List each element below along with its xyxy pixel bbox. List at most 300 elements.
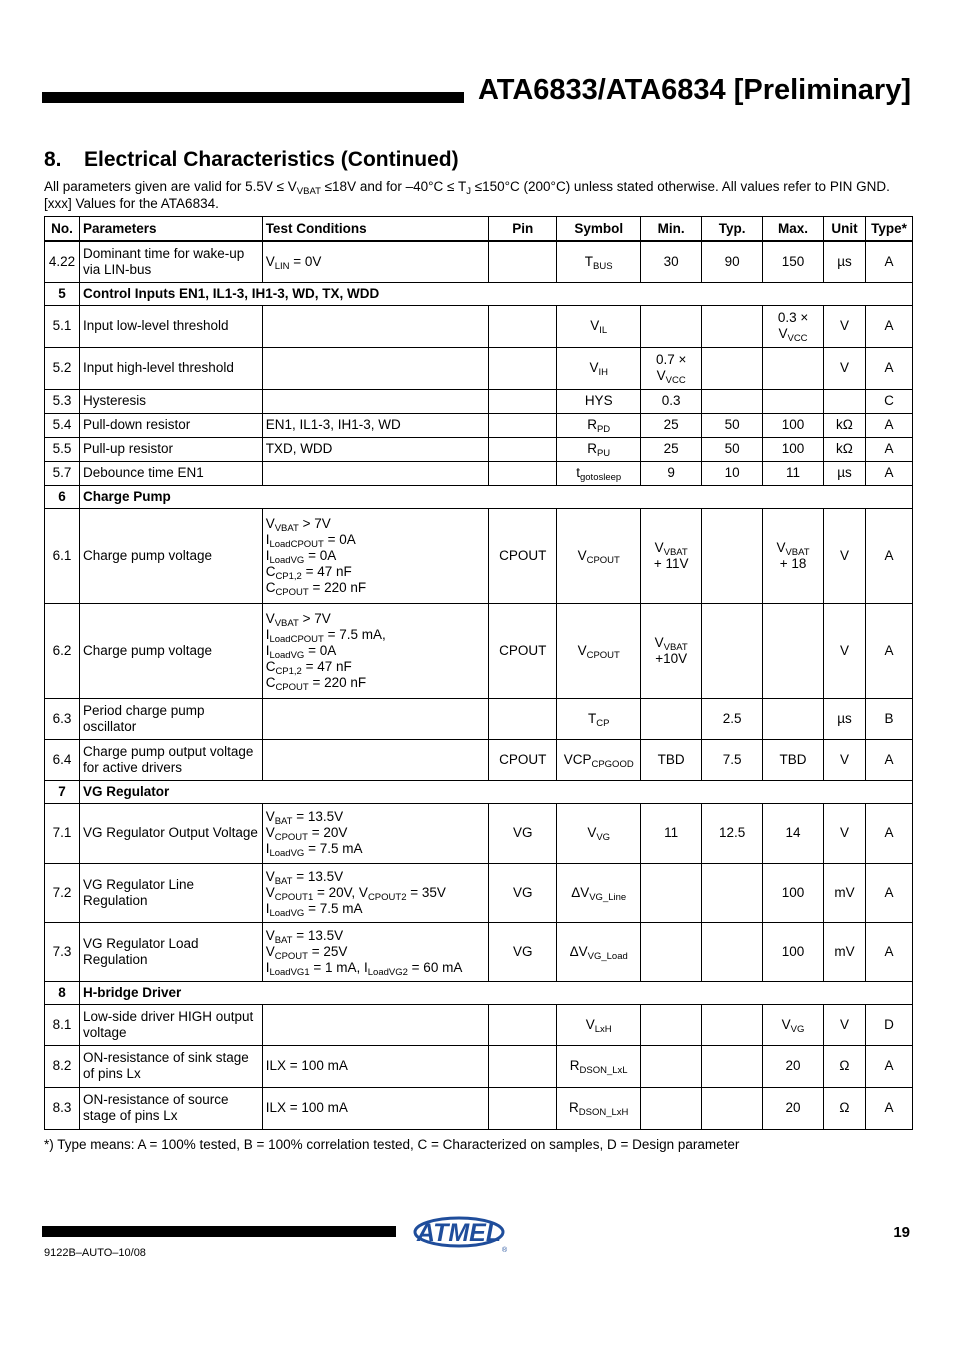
cell-no: 7.2 bbox=[45, 863, 80, 922]
cell-no: 5.5 bbox=[45, 437, 80, 461]
cell-max bbox=[763, 803, 824, 863]
text-part: V bbox=[265, 809, 275, 824]
table-row bbox=[45, 603, 913, 698]
subscript: VCC bbox=[665, 375, 686, 386]
cell-pin: CPOUT bbox=[489, 508, 557, 603]
table-row bbox=[45, 347, 913, 389]
text-part: = 0V bbox=[289, 253, 322, 269]
cell-symbol bbox=[557, 603, 641, 698]
table-row bbox=[45, 803, 913, 863]
cell-max bbox=[763, 698, 824, 739]
text-part: R bbox=[569, 1058, 580, 1073]
col-header-no: No. bbox=[45, 217, 80, 242]
cell-max bbox=[763, 922, 824, 981]
text-part: V bbox=[265, 943, 275, 959]
cell-test-conditions bbox=[262, 413, 489, 437]
cell-parameter: Dominant time for wake-up via LIN-bus bbox=[79, 241, 262, 282]
cell-pin bbox=[489, 389, 557, 413]
text-part: V bbox=[577, 547, 587, 563]
cell-max bbox=[763, 413, 824, 437]
intro-text: ≤18V and for –40°C ≤ T bbox=[320, 179, 467, 194]
cell-type: A bbox=[865, 413, 912, 437]
col-header-type: Type* bbox=[865, 217, 912, 242]
subscript: CPOUT bbox=[586, 649, 620, 661]
intro-text: All parameters given are valid for 5.5V ≤ V bbox=[44, 179, 297, 194]
cell-type: A bbox=[865, 863, 912, 922]
text-part: V bbox=[265, 868, 275, 884]
text-part: V bbox=[656, 368, 666, 383]
cell-typ: 12.5 bbox=[702, 803, 763, 863]
subscript: LoadCPOUT bbox=[269, 538, 324, 550]
cell-parameter: Charge pump voltage bbox=[79, 508, 262, 603]
table-body bbox=[45, 241, 913, 1129]
cell-type: D bbox=[865, 1004, 912, 1045]
subscript: VG bbox=[790, 1023, 805, 1035]
cell-type: A bbox=[865, 508, 912, 603]
subscript: IH bbox=[598, 367, 608, 378]
cell-min bbox=[641, 413, 702, 437]
cell-type: A bbox=[865, 347, 912, 389]
cell-pin bbox=[489, 1087, 557, 1129]
cell-test-conditions bbox=[262, 863, 489, 922]
cell-min bbox=[641, 347, 702, 389]
cell-symbol bbox=[557, 1087, 641, 1129]
text-part: R bbox=[569, 1100, 579, 1115]
section-title: Electrical Characteristics (Continued) bbox=[84, 148, 459, 171]
cell-pin bbox=[489, 1004, 557, 1045]
col-header-parameters: Parameters bbox=[79, 217, 262, 242]
cell-min bbox=[641, 437, 702, 461]
cell-parameter: ON-resistance of source stage of pins Lx bbox=[79, 1087, 262, 1129]
cell-min bbox=[641, 803, 702, 863]
text-part: > 7V bbox=[298, 610, 331, 626]
cell-parameter: VG Regulator Output Voltage bbox=[79, 803, 262, 863]
cell-no: 5.4 bbox=[45, 413, 80, 437]
text-part: V bbox=[654, 539, 664, 555]
cell-symbol bbox=[557, 922, 641, 981]
cell-unit: kΩ bbox=[823, 437, 865, 461]
cell-symbol bbox=[557, 437, 641, 461]
cell-unit: V bbox=[823, 803, 865, 863]
subscript: VG bbox=[596, 832, 611, 843]
text-part: 9 bbox=[667, 465, 675, 480]
table-row bbox=[45, 1004, 913, 1045]
cell-typ bbox=[702, 603, 763, 698]
cell-max bbox=[763, 1004, 824, 1045]
cell-max bbox=[763, 389, 824, 413]
cell-test-conditions bbox=[262, 739, 489, 780]
text-part: 100 bbox=[781, 441, 805, 456]
subscript: BAT bbox=[274, 816, 293, 827]
cell-unit: Ω bbox=[823, 1087, 865, 1129]
table-row bbox=[45, 437, 913, 461]
cell-pin: CPOUT bbox=[489, 739, 557, 780]
cell-parameter: ON-resistance of sink stage of pins Lx bbox=[79, 1045, 262, 1087]
cell-typ: 10 bbox=[702, 461, 763, 485]
subscript: CPOUT2 bbox=[367, 891, 407, 903]
cell-pin: VG bbox=[489, 922, 557, 981]
text-part: + 18 bbox=[779, 555, 807, 571]
cell-unit bbox=[823, 389, 865, 413]
cell-type: A bbox=[865, 739, 912, 780]
cell-test-conditions bbox=[262, 241, 489, 282]
cell-max bbox=[763, 1087, 824, 1129]
text-part: I bbox=[265, 959, 270, 975]
cell-symbol bbox=[557, 803, 641, 863]
cell-type: A bbox=[865, 461, 912, 485]
table-row bbox=[45, 413, 913, 437]
subscript: CP bbox=[596, 717, 610, 729]
cell-min bbox=[641, 1087, 702, 1129]
header-rule bbox=[42, 92, 464, 103]
cell-min bbox=[641, 241, 702, 282]
text-part: +10V bbox=[655, 650, 688, 666]
text-part: = 7.5 mA bbox=[304, 900, 363, 916]
cell-max bbox=[763, 739, 824, 780]
cell-type: A bbox=[865, 803, 912, 863]
text-part: R bbox=[587, 417, 597, 432]
section-row bbox=[45, 780, 913, 803]
subscript: VG_Line bbox=[589, 891, 627, 903]
text-part: V bbox=[781, 1016, 791, 1032]
table-row bbox=[45, 241, 913, 282]
cell-pin: CPOUT bbox=[489, 603, 557, 698]
cell-typ bbox=[702, 1087, 763, 1129]
cell-typ bbox=[702, 922, 763, 981]
text-part: t bbox=[576, 465, 580, 480]
text-part: V bbox=[577, 642, 587, 658]
cell-no: 6.2 bbox=[45, 603, 80, 698]
cell-symbol bbox=[557, 305, 641, 347]
cell-max bbox=[763, 1045, 824, 1087]
text-part: V bbox=[587, 825, 597, 840]
subscript: CPOUT bbox=[274, 950, 308, 962]
text-part: V bbox=[654, 634, 664, 650]
cell-parameter: Pull-up resistor bbox=[79, 437, 262, 461]
cell-pin: VG bbox=[489, 803, 557, 863]
text-part: = 13.5V bbox=[292, 927, 344, 943]
text-part: 100 bbox=[781, 417, 805, 432]
cell-test-conditions bbox=[262, 389, 489, 413]
text-part: V bbox=[778, 326, 788, 341]
cell-pin bbox=[489, 241, 557, 282]
cell-min bbox=[641, 1045, 702, 1087]
intro-paragraph bbox=[44, 178, 914, 212]
text-part: V bbox=[265, 515, 275, 531]
cell-symbol bbox=[557, 698, 641, 739]
cell-parameter: Input low-level threshold bbox=[79, 305, 262, 347]
intro-text: ≤150°C (200°C) unless stated otherwise. All values refer to PIN GND. [xxx] Values for the ATA6834. bbox=[44, 179, 890, 211]
text-part: C bbox=[265, 658, 276, 674]
section-number-cell: 8 bbox=[45, 981, 80, 1004]
cell-symbol bbox=[557, 863, 641, 922]
subscript: PU bbox=[596, 448, 611, 459]
text-part: = 7.5 mA, bbox=[323, 626, 386, 642]
subscript: CPOUT bbox=[586, 554, 620, 566]
subscript: VCC bbox=[787, 333, 808, 344]
cell-type: C bbox=[865, 389, 912, 413]
text-part: I bbox=[265, 531, 270, 547]
section-title-cell: Control Inputs EN1, IL1-3, IH1-3, WD, TX, WDD bbox=[79, 282, 912, 305]
text-part: = 20V, V bbox=[313, 884, 368, 900]
cell-no: 7.3 bbox=[45, 922, 80, 981]
subscript: PD bbox=[596, 424, 611, 435]
cell-unit: kΩ bbox=[823, 413, 865, 437]
cell-type: A bbox=[865, 241, 912, 282]
cell-min bbox=[641, 739, 702, 780]
cell-parameter: VG Regulator Line Regulation bbox=[79, 863, 262, 922]
cell-parameter: Charge pump voltage bbox=[79, 603, 262, 698]
cell-unit: µs bbox=[823, 461, 865, 485]
text-part: C bbox=[265, 563, 276, 579]
cell-min bbox=[641, 863, 702, 922]
cell-symbol bbox=[557, 739, 641, 780]
subscript: LoadVG2 bbox=[367, 966, 408, 978]
subscript: DSON_LxL bbox=[579, 1065, 628, 1076]
text-part: 30 bbox=[663, 253, 679, 269]
cell-min bbox=[641, 389, 702, 413]
text-part: 11 bbox=[664, 825, 679, 840]
section-number: 8. bbox=[44, 148, 62, 171]
cell-max bbox=[763, 461, 824, 485]
cell-pin bbox=[489, 698, 557, 739]
text-part: HYS bbox=[584, 393, 613, 408]
text-part: = 47 nF bbox=[301, 563, 352, 579]
cell-symbol bbox=[557, 413, 641, 437]
cell-pin bbox=[489, 461, 557, 485]
text-part: 20 bbox=[785, 1058, 801, 1073]
cell-min bbox=[641, 508, 702, 603]
section-number-cell: 5 bbox=[45, 282, 80, 305]
col-header-min: Min. bbox=[641, 217, 702, 242]
subscript: CPOUT bbox=[275, 586, 309, 598]
text-part: 0.7 × bbox=[655, 352, 687, 367]
text-part: TXD, WDD bbox=[265, 441, 333, 456]
footnote: *) Type means: A = 100% tested, B = 100% correlation tested, C = Characterized on samples, D = Design parameter bbox=[44, 1137, 740, 1152]
text-part: = 7.5 mA bbox=[304, 841, 363, 856]
col-header-max: Max. bbox=[763, 217, 824, 242]
subscript: VBAT bbox=[274, 617, 299, 629]
subscript: DSON_LxH bbox=[578, 1107, 629, 1118]
table-row bbox=[45, 922, 913, 981]
text-part: C bbox=[265, 674, 276, 690]
col-header-typ: Typ. bbox=[702, 217, 763, 242]
text-part: V bbox=[589, 360, 599, 375]
text-part: V bbox=[590, 318, 600, 333]
cell-typ bbox=[702, 305, 763, 347]
cell-no: 8.3 bbox=[45, 1087, 80, 1129]
text-part: ΔV bbox=[569, 943, 588, 959]
cell-unit: V bbox=[823, 347, 865, 389]
text-part: I bbox=[265, 900, 270, 916]
subscript: VBAT bbox=[274, 522, 299, 534]
text-part: = 220 nF bbox=[308, 579, 367, 595]
cell-min bbox=[641, 698, 702, 739]
cell-test-conditions bbox=[262, 698, 489, 739]
text-part: 20 bbox=[785, 1100, 801, 1115]
cell-no: 5.7 bbox=[45, 461, 80, 485]
cell-max bbox=[763, 241, 824, 282]
subscript: BAT bbox=[274, 875, 293, 887]
cell-min bbox=[641, 461, 702, 485]
cell-parameter: Pull-down resistor bbox=[79, 413, 262, 437]
footer-rule bbox=[42, 1226, 396, 1237]
text-part: VCP bbox=[563, 751, 592, 767]
cell-test-conditions bbox=[262, 603, 489, 698]
subscript: LoadVG bbox=[269, 649, 305, 661]
col-header-test-conditions: Test Conditions bbox=[262, 217, 489, 242]
subscript: VBAT bbox=[663, 641, 688, 653]
cell-max bbox=[763, 305, 824, 347]
cell-pin bbox=[489, 1045, 557, 1087]
subscript: VBAT bbox=[785, 546, 810, 558]
cell-no: 5.3 bbox=[45, 389, 80, 413]
subscript: BAT bbox=[274, 934, 293, 946]
text-part: V bbox=[265, 610, 275, 626]
cell-test-conditions bbox=[262, 1087, 489, 1129]
col-header-symbol: Symbol bbox=[557, 217, 641, 242]
cell-min bbox=[641, 1004, 702, 1045]
cell-min bbox=[641, 603, 702, 698]
cell-type: A bbox=[865, 922, 912, 981]
table-row bbox=[45, 1087, 913, 1129]
text-part: V bbox=[585, 1016, 595, 1032]
text-part: = 20V bbox=[307, 825, 348, 840]
cell-no: 5.2 bbox=[45, 347, 80, 389]
cell-unit: V bbox=[823, 1004, 865, 1045]
subscript: IL bbox=[599, 325, 608, 336]
text-part: 150 bbox=[781, 253, 805, 269]
subscript: CP1,2 bbox=[275, 665, 302, 677]
text-part: ILX = 100 mA bbox=[265, 1058, 348, 1073]
cell-test-conditions bbox=[262, 1045, 489, 1087]
subscript: LoadVG bbox=[269, 554, 305, 566]
subscript: CPOUT bbox=[275, 681, 309, 693]
cell-parameter: Hysteresis bbox=[79, 389, 262, 413]
cell-parameter: Charge pump output voltage for active drivers bbox=[79, 739, 262, 780]
text-part: TBD bbox=[657, 751, 685, 767]
cell-test-conditions bbox=[262, 347, 489, 389]
table-header-row bbox=[45, 217, 913, 242]
table-row bbox=[45, 305, 913, 347]
cell-test-conditions bbox=[262, 437, 489, 461]
text-part: 14 bbox=[785, 825, 801, 840]
text-part: R bbox=[587, 441, 597, 456]
cell-test-conditions bbox=[262, 305, 489, 347]
text-part: I bbox=[265, 841, 270, 856]
text-part: = 0A bbox=[304, 547, 337, 563]
cell-no: 4.22 bbox=[45, 241, 80, 282]
subscript: LoadVG bbox=[269, 848, 305, 859]
cell-pin bbox=[489, 413, 557, 437]
subscript: VG_Load bbox=[587, 950, 628, 962]
cell-typ bbox=[702, 508, 763, 603]
cell-pin bbox=[489, 437, 557, 461]
cell-typ bbox=[702, 389, 763, 413]
cell-parameter: Input high-level threshold bbox=[79, 347, 262, 389]
cell-max bbox=[763, 508, 824, 603]
cell-symbol bbox=[557, 508, 641, 603]
cell-unit: µs bbox=[823, 241, 865, 282]
registered-mark: ® bbox=[502, 1247, 508, 1254]
cell-pin bbox=[489, 305, 557, 347]
subscript: CPOUT1 bbox=[274, 891, 314, 903]
subscript: CPOUT bbox=[274, 832, 308, 843]
cell-no: 6.1 bbox=[45, 508, 80, 603]
subscript: gotosleep bbox=[579, 472, 622, 483]
subscript: LoadVG bbox=[269, 907, 305, 919]
cell-unit: mV bbox=[823, 863, 865, 922]
cell-typ bbox=[702, 347, 763, 389]
text-part: = 35V bbox=[406, 884, 446, 900]
text-part: 0.3 × bbox=[777, 310, 809, 325]
text-part: 100 bbox=[781, 943, 805, 959]
cell-parameter: VG Regulator Load Regulation bbox=[79, 922, 262, 981]
cell-symbol bbox=[557, 1004, 641, 1045]
cell-no: 5.1 bbox=[45, 305, 80, 347]
text-part: I bbox=[265, 547, 270, 563]
page-number: 19 bbox=[893, 1224, 910, 1241]
cell-type: A bbox=[865, 437, 912, 461]
cell-pin: VG bbox=[489, 863, 557, 922]
cell-max bbox=[763, 437, 824, 461]
cell-test-conditions bbox=[262, 922, 489, 981]
text-part: ΔV bbox=[571, 884, 590, 900]
cell-test-conditions bbox=[262, 1004, 489, 1045]
text-part: ILX = 100 mA bbox=[265, 1100, 348, 1115]
cell-symbol bbox=[557, 1045, 641, 1087]
section-title-cell: VG Regulator bbox=[79, 780, 912, 803]
logo-text: ATMEL bbox=[416, 1219, 502, 1247]
cell-test-conditions bbox=[262, 461, 489, 485]
cell-max bbox=[763, 863, 824, 922]
subscript: CPGOOD bbox=[591, 758, 634, 770]
cell-max bbox=[763, 603, 824, 698]
text-part: = 13.5V bbox=[292, 809, 344, 824]
cell-type: A bbox=[865, 305, 912, 347]
text-part: V bbox=[265, 884, 275, 900]
cell-unit: V bbox=[823, 739, 865, 780]
text-part: C bbox=[265, 579, 276, 595]
text-part: 100 bbox=[781, 884, 805, 900]
cell-symbol bbox=[557, 389, 641, 413]
cell-symbol bbox=[557, 461, 641, 485]
text-part: I bbox=[265, 642, 270, 658]
text-part: = 13.5V bbox=[292, 868, 344, 884]
section-row bbox=[45, 981, 913, 1004]
cell-typ: 50 bbox=[702, 413, 763, 437]
section-number-cell: 7 bbox=[45, 780, 80, 803]
table-row bbox=[45, 389, 913, 413]
section-number-cell: 6 bbox=[45, 485, 80, 508]
cell-parameter: Period charge pump oscillator bbox=[79, 698, 262, 739]
col-header-pin: Pin bbox=[489, 217, 557, 242]
text-part: = 47 nF bbox=[301, 658, 352, 674]
cell-parameter: Debounce time EN1 bbox=[79, 461, 262, 485]
col-header-unit: Unit bbox=[823, 217, 865, 242]
text-part: V bbox=[265, 825, 275, 840]
cell-no: 8.2 bbox=[45, 1045, 80, 1087]
cell-unit: Ω bbox=[823, 1045, 865, 1087]
cell-type: B bbox=[865, 698, 912, 739]
cell-typ bbox=[702, 1045, 763, 1087]
electrical-characteristics-table bbox=[44, 216, 913, 1130]
subscript: VBAT bbox=[663, 546, 688, 558]
section-title-cell: Charge Pump bbox=[79, 485, 912, 508]
intro-sub: J bbox=[466, 186, 471, 197]
cell-symbol bbox=[557, 347, 641, 389]
text-part: 0.3 bbox=[661, 393, 681, 408]
